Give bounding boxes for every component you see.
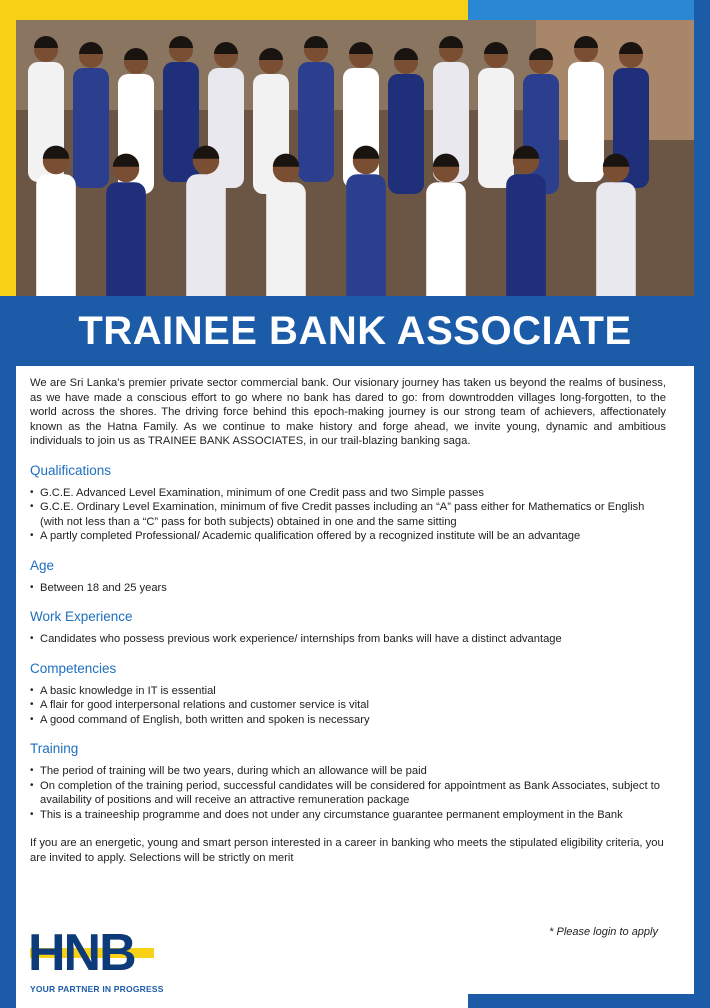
frame-blue-top <box>468 0 710 20</box>
job-description <box>16 366 694 994</box>
section-heading: Age <box>30 557 55 573</box>
section-work-experience <box>30 609 666 647</box>
list-item: • Between 18 and 25 years <box>30 581 666 596</box>
intro-paragraph: We are Sri Lanka's premier private sector commercial bank. Our visionary journey has taken us beyond the realms of business, as we have made a conscious effort to go where no bank has dared to go: from downtrodden villages long-forgotten, to the world across the shores. The driving force behind this epoch-making journey is our strong team of achievers, affectionately known as the Hatna Family. As we continue to make history and forge ahead, we invite young, dynamic and ambitious individuals to join us as TRAINEE BANK ASSOCIATES, in our trail-blazing banking saga. <box>30 377 666 447</box>
closing-paragraph: If you are an energetic, young and smart person interested in a career in banking who meets the stipulated eligibility criteria, you are invited to apply. Selections will be strictly on merit <box>30 837 664 864</box>
hnb-logo <box>28 924 168 996</box>
team-group-photo <box>16 20 694 296</box>
logo-wordmark: HNB <box>28 924 135 982</box>
list-item: • This is a traineeship programme and does not under any circumstance guarantee permanent employment in the Bank <box>30 808 666 823</box>
list-item: • A flair for good interpersonal relations and customer service is vital <box>30 698 666 713</box>
section-heading: Work Experience <box>30 609 133 624</box>
frame-blue-left <box>0 360 16 1008</box>
frame-blue-right <box>694 0 710 1008</box>
list-item: • A good command of English, both written and spoken is necessary <box>30 713 666 728</box>
logo-tagline: YOUR PARTNER IN PROGRESS <box>30 984 164 994</box>
list-item: • A partly completed Professional/ Academic qualification offered by a recognized institute will be an advantage <box>30 529 666 544</box>
section-age <box>30 558 666 596</box>
apply-note[interactable]: * Please login to apply <box>549 926 658 938</box>
section-qualifications <box>30 463 666 544</box>
list-item: • On completion of the training period, successful candidates will be considered for appointment as Bank Associates, subject to availability of positions and will receive an attractive remuneration package <box>30 779 666 808</box>
list-item: • A basic knowledge in IT is essential <box>30 684 666 699</box>
list-item: • The period of training will be two years, during which an allowance will be paid <box>30 764 666 779</box>
frame-yellow-left <box>0 0 16 300</box>
section-heading: Training <box>30 741 79 756</box>
list-item: • Candidates who possess previous work experience/ internships from banks will have a distinct advantage <box>30 632 666 647</box>
frame-blue-bottom <box>468 994 710 1008</box>
section-heading: Qualifications <box>30 462 112 478</box>
frame-yellow-top <box>0 0 468 20</box>
section-competencies <box>30 661 666 728</box>
page-title: TRAINEE BANK ASSOCIATE <box>78 308 632 353</box>
list-item: • G.C.E. Advanced Level Examination, minimum of one Credit pass and two Simple passes <box>30 486 666 501</box>
section-training <box>30 741 666 822</box>
section-heading: Competencies <box>30 660 117 676</box>
list-item: • G.C.E. Ordinary Level Examination, minimum of five Credit passes including an “A” pass either for Mathematics or English (with not less than a “C” pass for both subjects) obtained in one and the same sitting <box>30 500 666 529</box>
title-band <box>0 296 710 366</box>
